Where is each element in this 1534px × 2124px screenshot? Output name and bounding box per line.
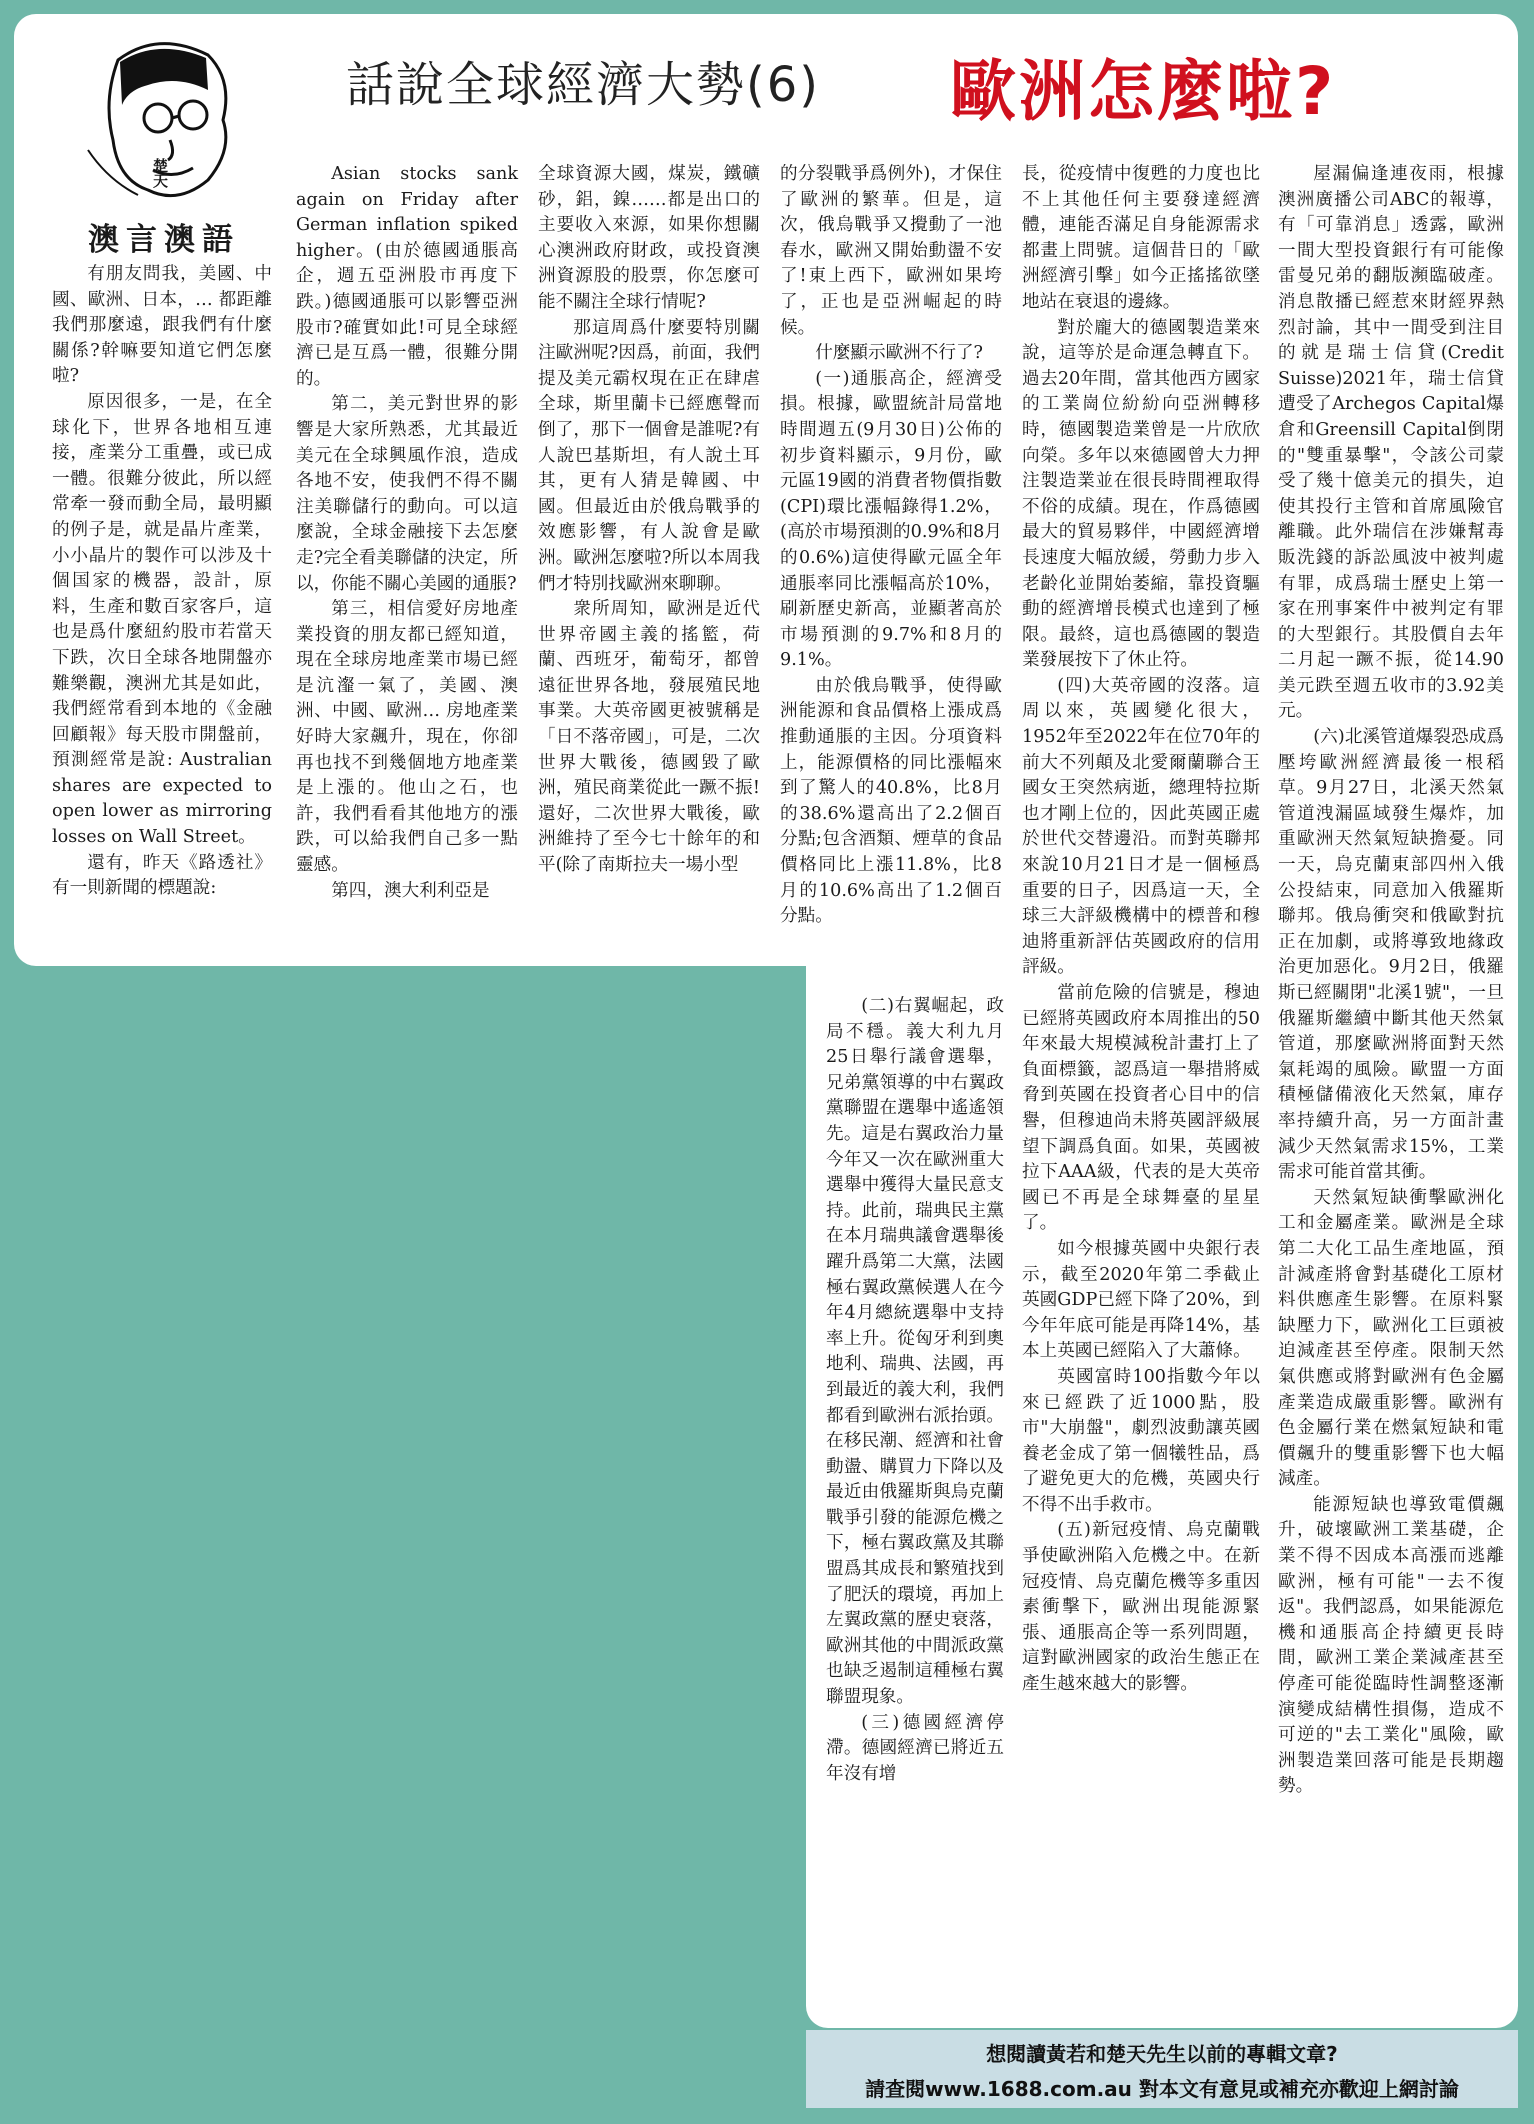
paragraph: 天然氣短缺衝擊歐洲化工和金屬產業。歐洲是全球第二大化工品生產地區，預計減產將會對基礎化工原材料供應產生影響。在原料緊缺壓力下，歐洲化工巨頭被迫減產甚至停產。限制天然氣供應或將對歐洲有色金屬產業造成嚴重影響。歐洲有色金屬行業在燃氣短缺和電價飆升的雙重影響下也大幅減產。 xyxy=(1278,1187,1504,1490)
footer-line-2[interactable]: 請查閱www.1688.com.au 對本文有意見或補充亦歡迎上網討論 xyxy=(865,2077,1459,2101)
article-column-5 xyxy=(826,994,1004,1787)
paragraph: 屋漏偏逢連夜雨，根據澳洲廣播公司ABC的報導，有「可靠消息」透露，歐洲一間大型投資銀行有可能像雷曼兄弟的翻版瀕臨破產。消息散播已經惹來財經界熱烈討論，其中一間受到注目的就是瑞士信貸(Credit Suisse)2021年，瑞士信貸遭受了Archegos Capital爆倉和Greensill Capital倒閉的"雙重暴擊"，令該公司蒙受了幾十億美元的損失，迫使其投行主管和首席風險官離職。此外瑞信在涉嫌幫毒販洗錢的訴訟風波中被判處有罪，成爲瑞士歷史上第一家在刑事案件中被判定有罪的大型銀行。其股價自去年二月起一蹶不振，從14.90美元跌至週五收市的3.92美元。 xyxy=(1278,164,1504,722)
article-column-2 xyxy=(296,162,518,904)
paragraph: 原因很多，一是，在全球化下，世界各地相互連接，產業分工重疊，或已成一體。很難分彼此，所以經常牽一發而動全局，最明顯的例子是，就是晶片產業，小小晶片的製作可以涉及十個国家的機器，設計，原料，生產和數百家客戶，這也是爲什麼紐約股市若當天下跌，次日全球各地開盤亦難樂觀，澳洲尤其是如此，我們經常看到本地的《金融回顧報》每天股市開盤前，預測經常是說: Australian shares are expected to open lower as mirroring losses on Wall Street。 xyxy=(52,391,272,848)
paragraph: 長，從疫情中復甦的力度也比不上其他任何主要發達經濟體，連能否滿足自身能源需求都畫上問號。這個昔日的「歐洲經濟引擊」如今正搖搖欲墜地站在衰退的邊緣。 xyxy=(1022,164,1260,312)
column-name: 澳言澳語 xyxy=(88,222,240,258)
paragraph: 英國富時100指數今年以來已經跌了近1000點，股市"大崩盤"，劇烈波動讓英國養老金成了第一個犧牲品，爲了避免更大的危機，英國央行不得不出手救市。 xyxy=(1022,1366,1260,1515)
article-column-3 xyxy=(538,162,760,879)
article-column-7 xyxy=(1278,162,1504,1800)
paragraph: 對於龐大的德國製造業來說，這等於是命運急轉直下。過去20年間，當其他西方國家的工業崗位紛紛向亞洲轉移時，德國製造業曾是一片欣欣向榮。多年以來德國曾大力押注製造業並在很長時間裡取得不俗的成績。現在，作爲德國最大的貿易夥伴，中國經濟增長速度大幅放緩，勞動力步入老齡化並開始萎縮，靠投資驅動的經濟增長模式也達到了極限。最終，這也爲德國的製造業發展按下了休止符。 xyxy=(1022,317,1260,671)
paragraph: 由於俄烏戰爭，使得歐洲能源和食品價格上漲成爲推動通脹的主因。分項資料上，能源價格的同比漲幅來到了驚人的40.8%，比8月的38.6%還高出了2.2個百分點;包含酒類、煙草的食品價格同比上漲11.8%，比8月的10.6%高出了1.2個百分點。 xyxy=(780,675,1002,927)
footer-banner xyxy=(806,2030,1518,2108)
paragraph: Asian stocks sank again on Friday after German inflation spiked higher。(由於德國通脹高企，週五亞洲股市再度下跌。)德國通脹可以影響亞洲股市?確實如此!可見全球經濟已是互爲一體，很難分開的。 xyxy=(296,164,518,389)
paragraph: 第四，澳大利利亞是 xyxy=(331,880,490,901)
paragraph: (四)大英帝國的沒落。這周以來，英國變化很大，1952年至2022年在位70年的前大不列顛及北愛爾蘭聯合王國女王突然病逝，總理特拉斯也才剛上位的，因此英國正處於世代交替邊沿。而對英聯邦來說10月21日才是一個極爲重要的日子，因爲這一天，全球三大評級機構中的標普和穆迪將重新評估英國政府的信用評級。 xyxy=(1022,675,1260,978)
paragraph: (二)右翼崛起，政局不穩。義大利九月25日舉行議會選舉，兄弟黨領導的中右翼政黨聯盟在選舉中遙遙領先。這是右翼政治力量今年又一次在歐洲重大選舉中獲得大量民意支持。此前，瑞典民主黨在本月瑞典議會選舉後躍升爲第二大黨，法國極右翼政黨候選人在今年4月總統選舉中支持率上升。從匈牙利到奧地利、瑞典、法國，再到最近的義大利，我們都看到歐洲右派抬頭。在移民潮、經濟和社會動盪、購買力下降以及最近由俄羅斯與烏克蘭戰爭引發的能源危機之下，極右翼政黨及其聯盟爲其成長和繁殖找到了肥沃的環境，再加上左翼政黨的歷史衰落，歐洲其他的中間派政黨也缺乏遏制這種極右翼聯盟現象。 xyxy=(826,996,1004,1708)
paragraph: 能源短缺也導致電價飆升，破壞歐洲工業基礎，企業不得不因成本高漲而逃離歐洲，極有可能"一去不復返"。我們認爲，如果能源危機和通脹高企持續更長時間，歐洲工業企業減產甚至停產可能從臨時性調整逐漸演變成結構性損傷，造成不可逆的"去工業化"風險，歐洲製造業回落可能是長期趨勢。 xyxy=(1278,1494,1504,1797)
paragraph: 有朋友問我，美國、中國、歐洲、日本，… 都距離我們那麼遠，跟我們有什麼關係?幹嘛要知道它們怎麼啦? xyxy=(52,264,272,387)
footer-line-1: 想閱讀黃若和楚天先生以前的專輯文章? xyxy=(986,2042,1338,2066)
paragraph: 那這周爲什麼要特別關注歐洲呢?因爲，前面，我們提及美元霸权現在正在肆虐全球，斯里蘭卡已經應聲而倒了，那下一個會是誰呢?有人說巴基斯坦，有人說土耳其，更有人猜是韓國、中國。但最近由於俄烏戰爭的效應影響，有人說會是歐洲。歐洲怎麼啦?所以本周我們才特別找歐洲來聊聊。 xyxy=(538,317,760,594)
paragraph: (一)通脹高企，經濟受損。根據，歐盟統計局當地時間週五(9月30日)公佈的初步資料顯示，9月份，歐元區19國的消費者物價指數(CPI)環比漲幅錄得1.2%，(高於市場預測的0.9%和8月的0.6%)這使得歐元區全年通脹率同比漲幅高於10%，刷新歷史新高，並顯著高於市場預測的9.7%和8月的9.1%。 xyxy=(780,368,1002,671)
paragraph: 的分裂戰爭爲例外)，才保住了歐洲的繁華。但是，這次，俄烏戰爭又攪動了一池春水，歐洲又開始動盪不安了!東上西下，歐洲如果垮了，正也是亞洲崛起的時候。 xyxy=(780,164,1002,338)
paragraph: 衆所周知，歐洲是近代世界帝國主義的搖籃，荷蘭、西班牙，葡萄牙，都曾遠征世界各地，發展殖民地事業。大英帝國更被號稱是「日不落帝國」，可是，二次世界大戰後，德國毀了歐洲，殖民商業從此一蹶不振!還好，二次世界大戰後，歐洲維持了至今七十餘年的和平(除了南斯拉夫一場小型 xyxy=(538,599,760,876)
article-column-6 xyxy=(1022,162,1260,1698)
paragraph: (五)新冠疫情、烏克蘭戰爭使歐洲陷入危機之中。在新冠疫情、烏克蘭危機等多重因素衝擊下，歐洲出現能源緊張、通脹高企等一系列問題，這對歐洲國家的政治生態正在產生越來越大的影響。 xyxy=(1022,1520,1260,1695)
series-title: 話說全球經濟大勢(6) xyxy=(346,57,820,113)
article-column-1 xyxy=(52,262,272,902)
paragraph: (三)德國經濟停滯。德國經濟已將近五年沒有增 xyxy=(826,1712,1004,1784)
paragraph: 全球資源大國，煤炭，鐵礦砂，鋁，鎳……都是出口的主要收入來源，如果你想關心澳洲政府財政，或投資澳洲資源股的股票，你怎麼可能不關注全球行情呢? xyxy=(538,164,760,312)
paragraph: 第三，相信愛好房地產業投資的朋友都已經知道，現在全球房地產業市場已經是沆瀣一氣了，美國、澳洲、中國、歐洲… 房地產業好時大家飆升，現在，你卻再也找不到幾個地方地產業是上漲的。他山之石，也許，我們看看其他地方的漲跌，可以給我們自己多一點靈感。 xyxy=(296,599,518,876)
article-column-4 xyxy=(780,162,1002,930)
paragraph: 當前危險的信號是，穆迪已經將英國政府本周推出的50年來最大規模減稅計畫打上了負面標籤，認爲這一舉措將威脅到英國在投資者心目中的信譽，但穆迪尚未將英國評級展望下調爲負面。如果，英國被拉下AAA級，代表的是大英帝國已不再是全球舞臺的星星了。 xyxy=(1022,983,1260,1234)
author-name: 楚天 xyxy=(151,158,169,188)
paragraph: 第二，美元對世界的影響是大家所熟悉，尤其最近美元在全球興風作浪，造成各地不安，使我們不得不關注美聯儲行的動向。可以這麼說，全球金融接下去怎麼走?完全看美聯儲的決定，所以，你能不關心美國的通脹? xyxy=(296,394,518,594)
paragraph: (六)北溪管道爆裂恐成爲壓垮歐洲經濟最後一根稻草。9月27日，北溪天然氣管道洩漏區域發生爆炸，加重歐洲天然氣短缺擔憂。同一天，烏克蘭東部四州入俄公投結束，同意加入俄羅斯聯邦。俄烏衝突和俄歐對抗正在加劇，或將導致地緣政治更加惡化。9月2日，俄羅斯已經關閉"北溪1號"，一旦俄羅斯繼續中斷其他天然氣管道，那麼歐洲將面對天然氣耗竭的風險。歐盟一方面積極儲備液化天然氣，庫存率持續升高，另一方面計畫減少天然氣需求15%，工業需求可能首當其衝。 xyxy=(1278,727,1504,1183)
headline: 歐洲怎麼啦? xyxy=(950,53,1337,130)
paragraph: 什麼顯示歐洲不行了? xyxy=(815,343,983,364)
paragraph: 還有，昨天《路透社》有一則新聞的標題說: xyxy=(52,852,272,899)
paragraph: 如今根據英國中央銀行表示，截至2020年第二季截止英國GDP已經下降了20%，到今年年底可能是再降14%，基本上英國已經陷入了大蕭條。 xyxy=(1022,1238,1260,1362)
